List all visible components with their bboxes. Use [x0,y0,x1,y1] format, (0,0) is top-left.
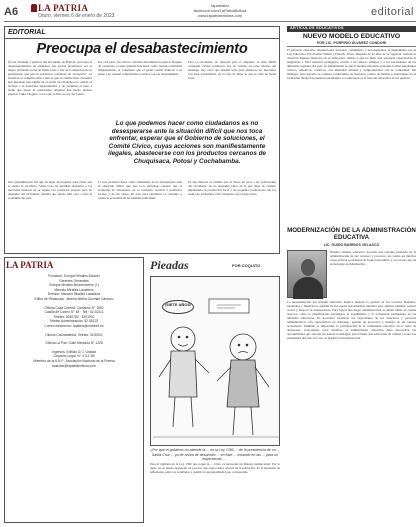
cartoon-caption: ¿Por qué el gobierno no atiende la ... en la Ley 1390 ... de la presidencia de un ... Santa Cruz ... ya de ahora de desarrollo ... en este ... mirando en las ... para un espectáculo ... . [150,448,280,461]
editorial-title: Preocupa el desabastecimiento [36,41,248,57]
article-body: El proyecto educativo plurinacional, nacional, comunitario y decolonizador, se implementó con la Ley Educativa 070 Avelino Siñani y Elizardo Pérez. Después de 12 años de su vigencia, todavía se observan algunas falencias en su aplicación, debido a que no hubo una adecuada capacitación al magisterio y faltó material pedagógico acorde a los nuevos tiempos y a las necesidades de las diferentes regiones del país. Lo fundamental es que el modelo educativo pretende formar estudiantes críticos, reflexivos, creativos, con identidad cultural y comprometidos con la comunidad. Sin embargo, para lograrlo se requiere compromiso de maestros, padres de familia y autoridades en la formación integral de nuestros estudiantes. La educación es la base del desarrollo de los pueblos. [287,48,416,80]
newspaper-logo: LA PATRIA [38,3,89,13]
staff-line: Miembro de la A.N.P., Asociación Nacional de la Prensa [33,358,115,363]
social-links [160,3,280,18]
newspaper-logo-icon [31,4,37,12]
editorial-column-1-lower: Otra determinación fue que en lugar de bloquear para evitar que se sienta el sacrificio, Santa Cruz ha decidido abastecer a los mercados internos de su región con productos propios para no depender del Occidente, medida que puede salir cara a toda la economía del país. [8,180,92,200]
speech-bubble: ¡SIETE AÑOS! [162,300,194,314]
staff-line: Telefax: 5250780 · 5251902 [53,314,95,319]
staff-line: Oficina Casa Central: Camacho N° 1892 [44,305,104,310]
article-body: La modernización del sistema educativo implica mejorar la gestión de los recursos humanos, materiales y financieros, además de incorporar herramientas digitales para agilizar trámites, reducir costos y mejorar la transparencia. Para lograr una mejor administración se deben tomar en cuenta aspectos como la planificación estratégica, el seguimiento y la evaluación permanente de las unidades educativas. Es necesario fortalecer las capacidades de los directores y personal administrativo, con capacitación en liderazgo, gestión de proyectos y manejo de las nuevas tecnologías. También es importante la participación de la comunidad educativa en la toma de decisiones. Conociendo estos desafíos, el administrador educativo debe aprovechar las oportunidades que ofrecen las nuevas tecnologías para brindar una educación de calidad a todos los estudiantes del país. Por eso, es urgente la modernización. [287,300,416,340]
editorial-pull-quote: Lo que podemos hacer como ciudadanos es no desesperarse ante la situación difícil que nos toca enfrentar, esperar que el Gobierno de soluciones, el Comité Cívico, cuyas acciones son manifiestamente ilegales, abastecerse con los productos cercanos de Chuquisaca, Potosí y Cochabamba. [98,116,276,178]
social-website[interactable]: www.lapatriaenlinea.com [197,13,243,18]
staff-line: Director: Marcelo Miralles Lavadenz [47,292,101,297]
cartoon-logo: Pieadas [150,258,189,272]
social-facebook[interactable]: facebook.com/LaPatriaBolivia [193,8,247,13]
staff-line[interactable]: tnoticias@lapatriaenlinea.com [51,363,97,368]
article-byline: LIC. GUIDO BARRIOS VELASCO [323,243,380,247]
editorial-column-2: Por otra parte, los cívicos cruceños determinaron pedir el bloqueo de carreteras, porque quieren funcionar como nación totalmente independiente, al considerar que el poder central maltrata a su gente y no existen compartimos recursos con ese departamento. [98,60,182,76]
staff-line: Casilla de Correo N° 48 · Telf.: 52-52111 [44,310,104,315]
cartoon-byline: POR COQUITO [232,263,261,268]
article-byline: POR LIC. PORFIRIO ÁLVAREZ CONDORI [316,41,387,45]
staff-line: Ingresos: Edificio D.C. Unidad [52,349,96,354]
cartoon-commentary: Para el régimen de la Ley 1390 que posee la ... crisis, es necesario un diálogo institucional. Por lo tanto, no se puede suspender un proceso que tenga tantos efectos en la población. Es el momento de reflexionar sobre los resultados y asumir la responsabilidad que corresponde. [150,462,280,474]
staff-line: Fundador: Enrique Miralles Bouvier [48,274,100,278]
editorial-kicker: EDITORIAL [8,29,46,36]
staff-line: Editor de Redacción: Jimena Mirtha Guzmán Cardozo [34,296,114,301]
article-title: NUEVO MODELO EDUCATIVO [302,33,401,40]
article-title: MODERNIZACIÓN DE LA ADMINISTRACIÓN EDUCATIVA [287,227,416,241]
social-handle[interactable]: lapatriabo [211,3,229,8]
divider [287,46,416,47]
section-name: editorial [370,6,414,18]
dateline: Oruro, viernes 6 de enero de 2023 [38,13,115,19]
staff-line: Oficina Cochabamba: Telefax: 4100001 [45,332,103,337]
staff-line: Telefax Administración: 52-55123 [49,319,99,324]
staff-list [6,274,142,368]
staff-line: Gerentes Generales [59,278,89,283]
header-rule [4,21,416,22]
author-photo [287,250,327,298]
divider [4,38,280,39]
staff-line: Depósito Legal: N° 4-3-1-96 [53,354,95,359]
staff-line: Marcelo Miralles Lavadenz [54,287,94,292]
staff-line: Oficina La Paz: Calle Mercado N° 1228 [45,341,103,346]
editorial-column-1: En las ciudades y pueblos del Occidente de Bolivia, preocupa el desabastecimiento de alimentos que podría presentarse por el mayor problema social en Santa Cruz, a raíz de la detención de su gobernador, que para la población constituye un "secuestro". La situación se complicó más a raíz de que los demócratas crucerños han instalado una vigilia en el portal de Chonchocoro, donde se recluyó a la autoridad departamental y no permiten el paso a nadie que apoye al gobernador. Algunos han hecho incluso pruebas cómo Chojjlas, con la que se hizo la Ley del Censo. [8,60,92,96]
page-number: A6 [4,6,19,18]
editorial-column-2-lower: Lo que podemos hacer como ciudadanos es no desesperarse ante la situación difícil que nos toca enfrentar, esperar que el Gobierno de soluciones, de lo contrario, recurrir a productos locales y de los valles del país para garantizar el consumo y cuidar la economía de las familias bolivianas. [98,180,182,200]
staff-line[interactable]: Correo electrónico: lapatria@entelnet.bo [44,323,104,328]
article-intro: Nuestro sistema educativo necesita una reforma profunda en la administración de sus recursos y procesos, los cuales en muchos casos todavía se manejan de forma burocrática y con escaso uso de tecnologías de información. [330,250,416,266]
section-band: ARTÍCULOS EDUCATIVOS [287,26,416,32]
photo-head [301,259,315,276]
editorial-column-3: Para el Occidente, en especial para el altiplano, es más difícil conseguir ciertos productos que no existen en estas alturas, sin embargo, hay otros que pueden serlo para abastecer los mercados con total tranquilidad, en el caso de faltar lo que se traía de Santa Cruz. [188,60,276,80]
staff-line: Enrique Miralles Bonnecarrère (†) [49,283,99,288]
photo-shoulders [293,277,323,299]
editorial-column-3-lower: Es una muestra es posible que se libere un poco a las poblaciones del Occidente, de no depender tanto de lo que llega de oriente, impulsando la producción local y de pequeños productores, sin los cuales no podríamos vivir tranquilos en el largo plazo. [188,180,276,196]
staff-logo: LA PATRIA [6,260,54,270]
